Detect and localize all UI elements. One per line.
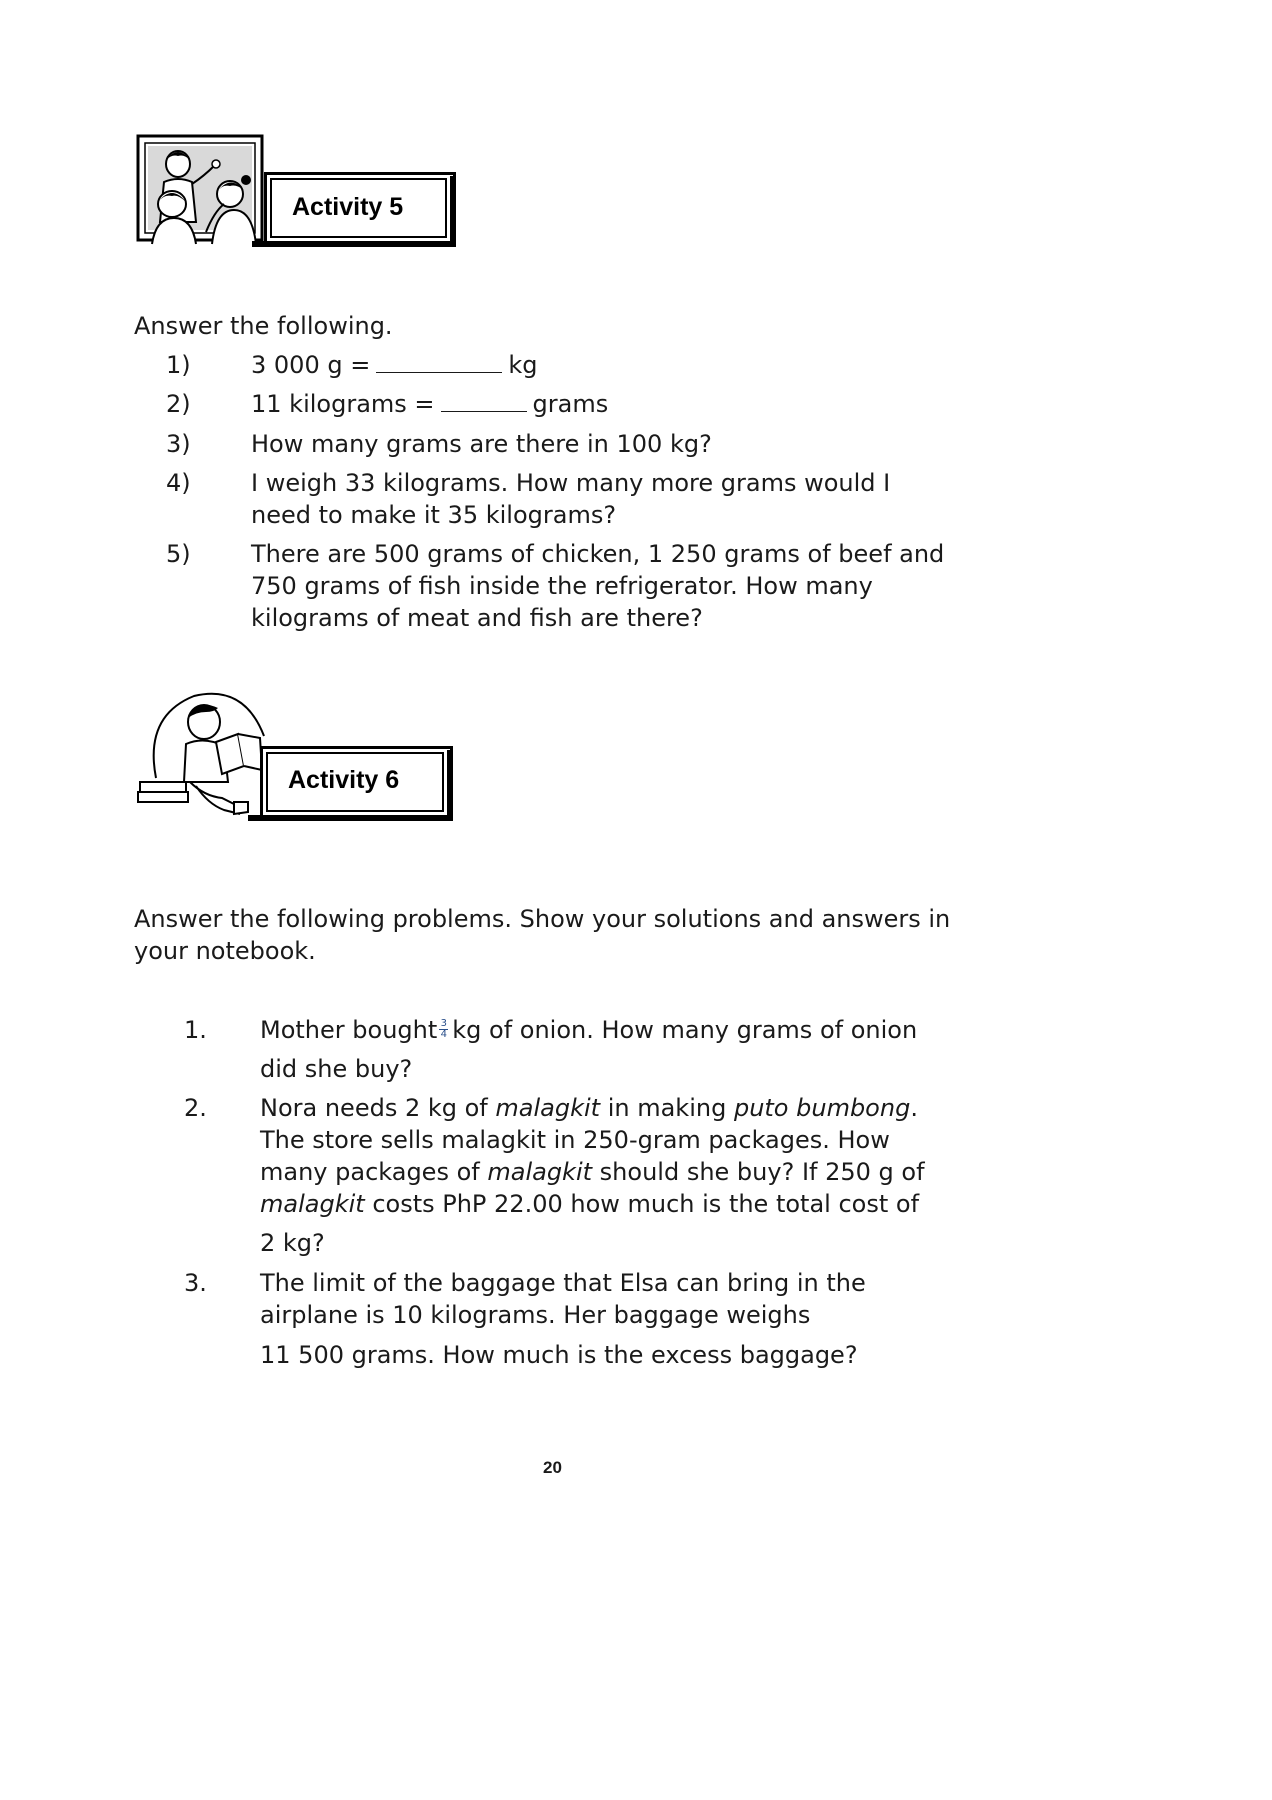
boy-reading-illustration [134,686,274,820]
list-item [260,1014,917,1046]
item-text-italic: malagkit [495,1094,601,1122]
title-box-shadow [450,176,456,247]
list-item [260,1092,918,1124]
list-item-text: airplane is 10 kilograms. Her baggage weighs [260,1301,811,1329]
activity-5-instruction: Answer the following. [134,312,393,340]
title-box-shadow [447,750,453,821]
item-text: Mother bought [260,1016,438,1044]
item-text: in making [607,1094,727,1122]
list-item-text: The store sells malagkit in 250-gram packages. How [260,1126,890,1154]
list-item-number: 5) [166,540,191,568]
list-item [251,388,608,420]
list-item-text: 750 grams of fish inside the refrigerator. How many [251,572,873,600]
list-item-number: 3. [184,1269,207,1297]
item-text: many packages of [260,1158,480,1186]
list-item-text: did she buy? [260,1055,413,1083]
list-item-number: 2) [166,390,191,418]
fraction-numerator: 3 [440,1017,447,1029]
list-item [251,349,537,381]
item-text: 11 kilograms = [251,390,435,418]
list-item-text: 2 kg? [260,1229,325,1257]
list-item-text: There are 500 grams of chicken, 1 250 grams of beef and [251,540,945,568]
list-item-text: 11 500 grams. How much is the excess baggage? [260,1341,858,1369]
list-item [260,1156,925,1188]
item-text-italic: malagkit [487,1158,593,1186]
item-text: costs PhP 22.00 how much is the total cost of [372,1190,920,1218]
item-text: kg of onion. How many grams of onion [452,1016,918,1044]
item-text: 3 000 g = [251,351,371,379]
item-text: grams [532,390,609,418]
item-text: Nora needs 2 kg of [260,1094,488,1122]
fraction-denominator: 4 [440,1028,447,1040]
list-item-text: I weigh 33 kilograms. How many more grams would I [251,469,891,497]
answer-blank [441,389,527,412]
list-item-text: The limit of the baggage that Elsa can bring in the [260,1269,866,1297]
list-item-text: need to make it 35 kilograms? [251,501,617,529]
activity-5-title: Activity 5 [292,193,404,221]
item-text: kg [508,351,538,379]
answer-blank [376,350,502,373]
list-item-text: kilograms of meat and fish are there? [251,604,703,632]
activity-6-instruction: your notebook. [134,937,316,965]
list-item [260,1188,919,1220]
three-quarters-fraction [439,1019,448,1040]
item-text: . [910,1094,918,1122]
item-text: should she buy? If 250 g of [599,1158,925,1186]
list-item-number: 2. [184,1094,207,1122]
list-item-number: 1) [166,351,191,379]
list-item-number: 4) [166,469,191,497]
list-item-text: How many grams are there in 100 kg? [251,430,712,458]
item-text-italic: malagkit [260,1190,365,1218]
activity-6-instruction: Answer the following problems. Show your solutions and answers in [134,905,951,933]
students-at-board-illustration [134,132,274,248]
list-item-number: 1. [184,1016,207,1044]
title-box-shadow [248,815,453,821]
list-item-number: 3) [166,430,191,458]
page-number: 20 [543,1458,562,1477]
item-text-italic: puto bumbong [733,1094,911,1122]
title-box-shadow [252,241,456,247]
activity-6-title: Activity 6 [288,766,400,794]
